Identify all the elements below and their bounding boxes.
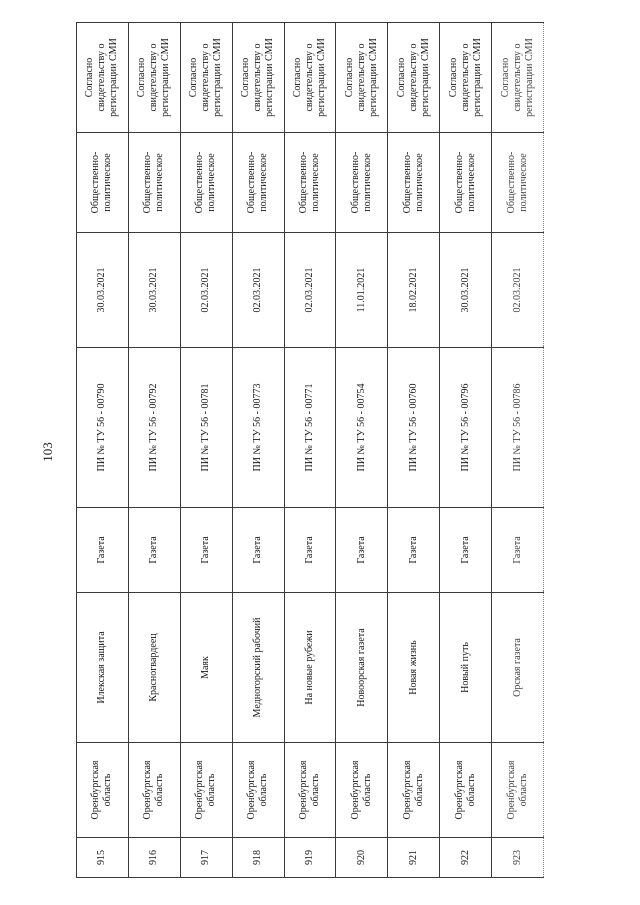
topic-cell: Общественно-политическое bbox=[232, 133, 284, 233]
territory-cell: Согласно свидетельству о регистрации СМИ bbox=[128, 23, 180, 133]
registry-table-container bbox=[76, 23, 544, 878]
registration-number-cell: ПИ № ТУ 56 - 00790 bbox=[77, 348, 129, 508]
row-number-cell: 918 bbox=[232, 838, 284, 878]
media-title-cell: Орская газета bbox=[492, 593, 544, 743]
registration-number-cell: ПИ № ТУ 56 - 00796 bbox=[440, 348, 492, 508]
row-number-cell: 915 bbox=[77, 838, 129, 878]
page-number: 103 bbox=[40, 442, 55, 462]
topic-cell: Общественно-политическое bbox=[77, 133, 129, 233]
registration-date-cell: 30.03.2021 bbox=[77, 233, 129, 348]
table-row bbox=[440, 23, 492, 878]
region-cell: Оренбургская область bbox=[440, 743, 492, 838]
row-number-cell: 919 bbox=[284, 838, 336, 878]
territory-cell: Согласно свидетельству о регистрации СМИ bbox=[284, 23, 336, 133]
row-number-cell: 917 bbox=[180, 838, 232, 878]
media-registry-table bbox=[76, 22, 544, 878]
region-cell: Оренбургская область bbox=[388, 743, 440, 838]
media-type-cell: Газета bbox=[128, 508, 180, 593]
registration-number-cell: ПИ № ТУ 56 - 00773 bbox=[232, 348, 284, 508]
table-row bbox=[284, 23, 336, 878]
media-title-cell: Новоорская газета bbox=[336, 593, 388, 743]
table-row bbox=[77, 23, 129, 878]
media-type-cell: Газета bbox=[284, 508, 336, 593]
media-type-cell: Газета bbox=[232, 508, 284, 593]
topic-cell: Общественно-политическое bbox=[492, 133, 544, 233]
table-row bbox=[128, 23, 180, 878]
registration-number-cell: ПИ № ТУ 56 - 00760 bbox=[388, 348, 440, 508]
media-title-cell: Медногорский рабочий bbox=[232, 593, 284, 743]
topic-cell: Общественно-политическое bbox=[180, 133, 232, 233]
media-type-cell: Газета bbox=[492, 508, 544, 593]
table-row bbox=[232, 23, 284, 878]
media-title-cell: Новая жизнь bbox=[388, 593, 440, 743]
registration-number-cell: ПИ № ТУ 56 - 00792 bbox=[128, 348, 180, 508]
media-type-cell: Газета bbox=[440, 508, 492, 593]
region-cell: Оренбургская область bbox=[336, 743, 388, 838]
media-title-cell: Новый путь bbox=[440, 593, 492, 743]
media-type-cell: Газета bbox=[77, 508, 129, 593]
region-cell: Оренбургская область bbox=[180, 743, 232, 838]
registration-date-cell: 11.01.2021 bbox=[336, 233, 388, 348]
registration-number-cell: ПИ № ТУ 56 - 00781 bbox=[180, 348, 232, 508]
registration-number-cell: ПИ № ТУ 56 - 00754 bbox=[336, 348, 388, 508]
territory-cell: Согласно свидетельству о регистрации СМИ bbox=[492, 23, 544, 133]
registration-number-cell: ПИ № ТУ 56 - 00786 bbox=[492, 348, 544, 508]
registration-date-cell: 30.03.2021 bbox=[128, 233, 180, 348]
region-cell: Оренбургская область bbox=[128, 743, 180, 838]
topic-cell: Общественно-политическое bbox=[128, 133, 180, 233]
topic-cell: Общественно-политическое bbox=[440, 133, 492, 233]
region-cell: Оренбургская область bbox=[77, 743, 129, 838]
media-title-cell: На новые рубежи bbox=[284, 593, 336, 743]
media-title-cell: Маяк bbox=[180, 593, 232, 743]
media-title-cell: Красногвардеец bbox=[128, 593, 180, 743]
region-cell: Оренбургская область bbox=[492, 743, 544, 838]
topic-cell: Общественно-политическое bbox=[336, 133, 388, 233]
table-row bbox=[388, 23, 440, 878]
topic-cell: Общественно-политическое bbox=[388, 133, 440, 233]
table-row bbox=[180, 23, 232, 878]
region-cell: Оренбургская область bbox=[284, 743, 336, 838]
row-number-cell: 922 bbox=[440, 838, 492, 878]
topic-cell: Общественно-политическое bbox=[284, 133, 336, 233]
row-number-cell: 920 bbox=[336, 838, 388, 878]
table-row bbox=[492, 23, 544, 878]
territory-cell: Согласно свидетельству о регистрации СМИ bbox=[440, 23, 492, 133]
media-type-cell: Газета bbox=[180, 508, 232, 593]
territory-cell: Согласно свидетельству о регистрации СМИ bbox=[180, 23, 232, 133]
row-number-cell: 923 bbox=[492, 838, 544, 878]
territory-cell: Согласно свидетельству о регистрации СМИ bbox=[336, 23, 388, 133]
territory-cell: Согласно свидетельству о регистрации СМИ bbox=[232, 23, 284, 133]
registration-date-cell: 02.03.2021 bbox=[180, 233, 232, 348]
region-cell: Оренбургская область bbox=[232, 743, 284, 838]
registration-date-cell: 02.03.2021 bbox=[492, 233, 544, 348]
registration-date-cell: 18.02.2021 bbox=[388, 233, 440, 348]
registration-date-cell: 02.03.2021 bbox=[232, 233, 284, 348]
media-type-cell: Газета bbox=[336, 508, 388, 593]
territory-cell: Согласно свидетельству о регистрации СМИ bbox=[77, 23, 129, 133]
registration-date-cell: 02.03.2021 bbox=[284, 233, 336, 348]
row-number-cell: 916 bbox=[128, 838, 180, 878]
table-row bbox=[336, 23, 388, 878]
media-type-cell: Газета bbox=[388, 508, 440, 593]
registration-number-cell: ПИ № ТУ 56 - 00771 bbox=[284, 348, 336, 508]
row-number-cell: 921 bbox=[388, 838, 440, 878]
territory-cell: Согласно свидетельству о регистрации СМИ bbox=[388, 23, 440, 133]
registration-date-cell: 30.03.2021 bbox=[440, 233, 492, 348]
media-title-cell: Илекская защита bbox=[77, 593, 129, 743]
